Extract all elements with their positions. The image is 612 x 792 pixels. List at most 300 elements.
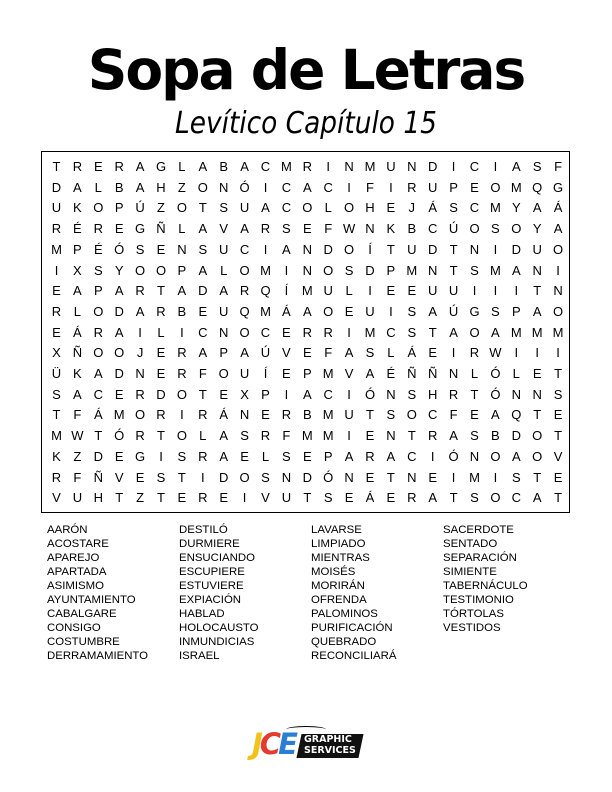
grid-cell: K [73, 366, 82, 381]
word-list-item: HABLAD [179, 608, 225, 620]
grid-cell: D [323, 241, 333, 257]
grid-cell: E [114, 386, 124, 402]
grid-cell: T [157, 490, 165, 506]
grid-cell: Á [553, 200, 563, 216]
grid-cell: V [344, 366, 354, 381]
word-list-item: EXPIACIÓN [179, 594, 242, 606]
word-list-item: ISRAEL [179, 650, 220, 662]
grid-cell: A [135, 159, 145, 174]
grid-cell: I [54, 262, 59, 278]
grid-cell: A [449, 324, 458, 340]
grid-cell: O [218, 366, 229, 381]
word-list-item: RECONCILIARÁ [311, 650, 397, 662]
grid-cell: S [282, 448, 291, 464]
grid-cell: A [114, 324, 124, 340]
grid-cell: Ó [448, 448, 459, 464]
grid-cell: N [511, 386, 521, 402]
grid-cell: N [553, 283, 563, 299]
grid-cell: X [73, 262, 82, 278]
grid-cell: Á [219, 407, 229, 423]
grid-cell: A [73, 179, 82, 195]
grid-cell: E [156, 241, 166, 257]
grid-cell: O [176, 386, 187, 402]
word-column [179, 523, 314, 663]
grid-cell: V [282, 345, 291, 361]
grid-cell: T [386, 241, 395, 257]
grid-cell: N [427, 262, 438, 278]
logo-text-line2: SERVICES [304, 745, 356, 756]
grid-cell: A [428, 303, 438, 319]
word-list-item: LAVARSE [311, 524, 362, 536]
grid-cell: U [386, 159, 396, 174]
grid-row [42, 364, 569, 384]
grid-cell: H [93, 490, 103, 506]
word-list-item: VESTIDOS [443, 622, 501, 634]
grid-row [42, 240, 569, 260]
grid-cell: R [93, 324, 103, 340]
grid-cell: S [344, 262, 354, 278]
grid-cell: É [386, 366, 396, 381]
word-list-item: TÓRTOLAS [443, 608, 504, 620]
grid-cell: D [93, 448, 103, 464]
grid-cell: I [159, 448, 163, 464]
grid-cell: W [71, 428, 84, 444]
grid-cell: T [554, 428, 563, 444]
grid-cell: A [93, 366, 103, 381]
grid-cell: B [114, 179, 124, 195]
grid-cell: S [470, 490, 479, 506]
grid-cell: R [239, 283, 250, 299]
grid-cell: K [52, 448, 61, 464]
grid-cell: R [407, 179, 417, 195]
grid-cell: N [448, 366, 459, 381]
grid-cell: R [198, 490, 208, 506]
word-list-item: DERRAMAMIENTO [47, 650, 149, 662]
grid-cell: R [365, 448, 375, 464]
grid-cell: D [218, 469, 229, 485]
grid-cell: C [407, 448, 417, 464]
grid-cell: O [239, 262, 250, 278]
grid-cell: I [200, 469, 205, 485]
grid-cell: S [407, 324, 417, 340]
grid-cell: I [284, 262, 289, 278]
word-list-item: AYUNTAMIENTO [47, 594, 136, 606]
grid-cell: I [180, 407, 184, 423]
grid-cell: N [302, 241, 312, 257]
grid-cell: A [240, 345, 249, 361]
grid-cell: S [407, 386, 417, 402]
grid-cell: M [280, 159, 292, 174]
grid-cell: C [511, 490, 521, 506]
grid-cell: C [427, 407, 438, 423]
grid-cell: A [449, 428, 458, 444]
grid-cell: R [260, 221, 271, 237]
grid-cell: O [176, 428, 187, 444]
word-list-item: LIMPIADO [311, 538, 366, 550]
grid-cell: S [491, 221, 500, 237]
grid-cell: E [386, 490, 396, 506]
grid-cell: C [260, 324, 271, 340]
grid-cell: E [135, 469, 145, 485]
grid-cell: Ó [364, 386, 376, 402]
grid-cell: Ú [448, 303, 459, 319]
grid-cell: Z [157, 200, 165, 216]
grid-cell: A [177, 283, 187, 299]
grid-cell: J [136, 345, 144, 361]
grid-cell: S [219, 200, 229, 216]
grid-cell: T [533, 407, 542, 423]
grid-cell: L [157, 324, 165, 340]
grid-cell: M [113, 407, 125, 423]
grid-cell: E [553, 469, 563, 485]
grid-cell: N [532, 262, 542, 278]
grid-cell: U [218, 303, 229, 319]
grid-cell: Ó [114, 241, 125, 257]
grid-cell: E [365, 469, 375, 485]
grid-cell: I [389, 179, 393, 195]
grid-cell: F [73, 469, 82, 485]
grid-cell: T [386, 469, 395, 485]
grid-cell: E [302, 345, 312, 361]
grid-cell: L [73, 303, 81, 319]
grid-cell: O [532, 428, 543, 444]
grid-cell: T [533, 283, 542, 299]
grid-cell: C [239, 241, 250, 257]
grid-cell: T [198, 200, 207, 216]
grid-row [42, 323, 569, 343]
grid-cell: O [239, 469, 250, 485]
grid-cell: O [532, 448, 543, 464]
grid-cell: N [469, 448, 480, 464]
word-list-item: AARÓN [47, 524, 88, 536]
grid-cell: C [469, 159, 480, 174]
word-list-item: SACERDOTE [443, 524, 514, 536]
grid-cell: U [365, 303, 375, 319]
grid-cell: L [178, 159, 186, 174]
grid-cell: T [449, 490, 458, 506]
grid-cell: O [239, 324, 250, 340]
grid-cell: R [135, 283, 145, 299]
grid-cell: D [302, 469, 312, 485]
grid-cell: S [407, 303, 417, 319]
grid-cell: M [260, 262, 271, 278]
grid-cell: Y [114, 262, 124, 278]
grid-cell: Ñ [93, 469, 103, 485]
word-list-item: COSTUMBRE [47, 636, 120, 648]
grid-cell: K [73, 200, 82, 216]
grid-cell: I [493, 159, 498, 174]
grid-cell: T [115, 490, 124, 506]
grid-cell: M [489, 262, 501, 278]
grid-cell: O [114, 345, 125, 361]
grid-cell: Ñ [156, 221, 166, 237]
word-list-item: INMUNDICIAS [179, 636, 255, 648]
grid-row [42, 157, 569, 177]
grid-cell: B [219, 159, 229, 174]
grid-cell: H [365, 200, 375, 216]
jce-graphic-services-logo [252, 724, 362, 760]
grid-row [42, 281, 569, 301]
grid-cell: U [407, 241, 417, 257]
grid-cell: R [93, 221, 103, 237]
grid-cell: R [198, 448, 208, 464]
grid-cell: Ñ [72, 345, 83, 361]
letter-grid [41, 151, 570, 513]
grid-cell: O [511, 221, 522, 237]
grid-cell: E [114, 448, 124, 464]
word-list-item: CABALGARE [47, 608, 117, 620]
word-list-item: DESTILÓ [179, 524, 228, 536]
grid-cell: I [326, 159, 330, 174]
grid-cell: T [407, 428, 416, 444]
grid-cell: O [490, 490, 501, 506]
grid-cell: I [556, 345, 560, 361]
grid-cell: Í [263, 366, 268, 381]
grid-cell: E [428, 469, 438, 485]
grid-cell: P [302, 366, 312, 381]
grid-cell: E [428, 345, 438, 361]
grid-cell: A [532, 490, 542, 506]
grid-cell: G [553, 179, 564, 195]
grid-cell: X [240, 386, 249, 402]
grid-cell: Ó [490, 366, 501, 381]
grid-cell: R [427, 428, 438, 444]
grid-cell: A [344, 448, 354, 464]
grid-cell: N [365, 221, 375, 237]
grid-cell: E [156, 345, 166, 361]
grid-cell: F [282, 428, 291, 444]
grid-cell: L [387, 345, 395, 361]
grid-cell: R [51, 221, 62, 237]
word-column [47, 523, 182, 663]
grid-cell: L [220, 262, 228, 278]
grid-cell: M [531, 324, 543, 340]
word-list-item: SENTADO [443, 538, 498, 550]
grid-cell: A [219, 283, 229, 299]
grid-cell: A [365, 366, 375, 381]
grid-cell: S [135, 241, 145, 257]
word-list-item: PALOMINOS [311, 608, 378, 620]
grid-cell: U [532, 241, 542, 257]
grid-cell: G [469, 303, 480, 319]
grid-cell: U [218, 241, 229, 257]
grid-cell: E [282, 366, 291, 381]
grid-cell: T [533, 469, 542, 485]
grid-row [42, 488, 569, 508]
grid-cell: Á [407, 345, 417, 361]
grid-cell: O [155, 262, 167, 278]
grid-cell: O [135, 262, 146, 278]
grid-cell: N [344, 159, 354, 174]
grid-cell: P [449, 179, 458, 195]
grid-cell: S [156, 469, 166, 485]
grid-cell: E [386, 283, 396, 299]
grid-row [42, 261, 569, 281]
grid-cell: R [135, 386, 145, 402]
grid-cell: E [553, 407, 563, 423]
grid-cell: A [532, 303, 542, 319]
grid-cell: E [52, 324, 61, 340]
word-list-item: APARTADA [47, 566, 107, 578]
grid-cell: A [553, 221, 563, 237]
grid-cell: C [281, 179, 292, 195]
grid-cell: H [427, 386, 438, 402]
grid-cell: A [240, 221, 249, 237]
grid-cell: I [514, 283, 519, 299]
grid-cell: V [114, 469, 124, 485]
logo-letter-e: E [278, 727, 295, 761]
grid-cell: C [386, 324, 396, 340]
grid-cell: Ñ [407, 366, 417, 381]
grid-cell: F [366, 179, 374, 195]
grid-cell: X [52, 345, 61, 361]
grid-cell: S [470, 262, 479, 278]
grid-cell: M [489, 200, 501, 216]
grid-cell: O [323, 262, 334, 278]
grid-cell: N [407, 159, 417, 174]
grid-cell: T [177, 469, 186, 485]
grid-cell: S [386, 407, 396, 423]
grid-cell: T [198, 386, 207, 402]
grid-cell: N [344, 469, 354, 485]
grid-cell: Ü [51, 366, 62, 381]
grid-cell: T [470, 386, 479, 402]
grid-cell: O [302, 200, 313, 216]
grid-cell: R [114, 159, 124, 174]
grid-cell: D [511, 241, 521, 257]
grid-cell: I [430, 448, 435, 464]
word-list-item: CONSIGO [47, 622, 101, 634]
grid-cell: I [556, 262, 560, 278]
grid-cell: I [514, 345, 519, 361]
grid-cell: Í [368, 241, 372, 257]
word-list-item: QUEBRADO [311, 636, 377, 648]
grid-cell: E [407, 283, 417, 299]
grid-cell: V [261, 490, 270, 506]
grid-cell: F [554, 159, 563, 174]
grid-cell: E [470, 179, 479, 195]
grid-cell: I [493, 241, 498, 257]
grid-cell: E [219, 386, 229, 402]
grid-cell: Q [532, 179, 543, 195]
word-list-item: MIENTRAS [311, 552, 370, 564]
grid-cell: Á [73, 324, 82, 340]
grid-cell: C [281, 200, 292, 216]
grid-cell: W [489, 345, 502, 361]
word-list-item: DURMIERE [179, 538, 240, 550]
word-column [311, 523, 446, 663]
grid-cell: P [511, 303, 521, 319]
grid-cell: G [135, 448, 146, 464]
grid-cell: I [284, 386, 289, 402]
grid-cell: N [177, 241, 187, 257]
grid-cell: O [176, 200, 187, 216]
grid-cell: E [302, 221, 312, 237]
grid-row [42, 302, 569, 322]
grid-cell: M [552, 324, 564, 340]
grid-cell: Ó [323, 469, 334, 485]
word-list-item: ESTUVIERE [179, 580, 244, 592]
grid-cell: Y [511, 200, 521, 216]
grid-cell: C [93, 386, 103, 402]
grid-cell: Ú [260, 345, 271, 361]
grid-cell: T [52, 407, 61, 423]
grid-cell: R [177, 366, 187, 381]
grid-cell: S [240, 428, 249, 444]
grid-cell: A [198, 221, 208, 237]
grid-cell: Ó [114, 428, 125, 444]
grid-cell: O [344, 241, 355, 257]
grid-cell: B [407, 221, 417, 237]
grid-cell: U [427, 283, 438, 299]
grid-cell: U [239, 200, 250, 216]
grid-cell: M [469, 469, 480, 485]
grid-row [42, 426, 569, 446]
grid-cell: C [323, 179, 333, 195]
word-list-item: ACOSTARE [47, 538, 109, 550]
grid-cell: R [302, 159, 312, 174]
grid-cell: G [155, 159, 167, 174]
grid-cell: E [261, 407, 270, 423]
grid-cell: C [260, 159, 271, 174]
grid-cell: R [407, 490, 417, 506]
grid-cell: R [177, 345, 187, 361]
grid-cell: N [281, 469, 292, 485]
grid-cell: C [323, 386, 333, 402]
grid-cell: A [532, 200, 542, 216]
logo-letter-c: C [259, 727, 279, 761]
grid-cell: I [472, 283, 477, 299]
grid-cell: N [407, 469, 417, 485]
grid-cell: Ú [448, 221, 459, 237]
grid-cell: S [449, 200, 458, 216]
grid-cell: Q [511, 407, 522, 423]
grid-cell: P [73, 241, 82, 257]
grid-cell: F [73, 407, 82, 423]
grid-cell: A [344, 345, 354, 361]
grid-cell: R [448, 386, 459, 402]
grid-cell: P [261, 386, 270, 402]
grid-cell: A [302, 303, 312, 319]
grid-cell: T [554, 490, 563, 506]
grid-cell: I [493, 469, 498, 485]
grid-cell: Z [136, 490, 145, 506]
grid-cell: R [156, 407, 166, 423]
grid-cell: E [114, 221, 124, 237]
grid-cell: L [512, 366, 520, 381]
grid-cell: S [52, 386, 61, 402]
word-list-item: PURIFICACIÓN [311, 622, 393, 634]
grid-cell: N [302, 262, 312, 278]
grid-cell: P [386, 262, 396, 278]
grid-cell: N [239, 407, 250, 423]
page-title: Sopa de Letras [87, 38, 525, 102]
word-list-item: ENSUCIANDO [179, 552, 255, 564]
grid-cell: R [281, 407, 292, 423]
logo-letter-j: J [252, 727, 260, 761]
grid-cell: D [365, 262, 375, 278]
grid-cell: E [156, 366, 166, 381]
grid-cell: E [177, 490, 187, 506]
grid-cell: M [364, 159, 376, 174]
grid-cell: E [532, 366, 542, 381]
grid-cell: A [302, 386, 312, 402]
grid-cell: P [219, 345, 229, 361]
grid-cell: E [365, 428, 375, 444]
grid-cell: T [554, 366, 563, 381]
grid-cell: Ú [135, 200, 145, 216]
grid-cell: U [51, 200, 62, 216]
